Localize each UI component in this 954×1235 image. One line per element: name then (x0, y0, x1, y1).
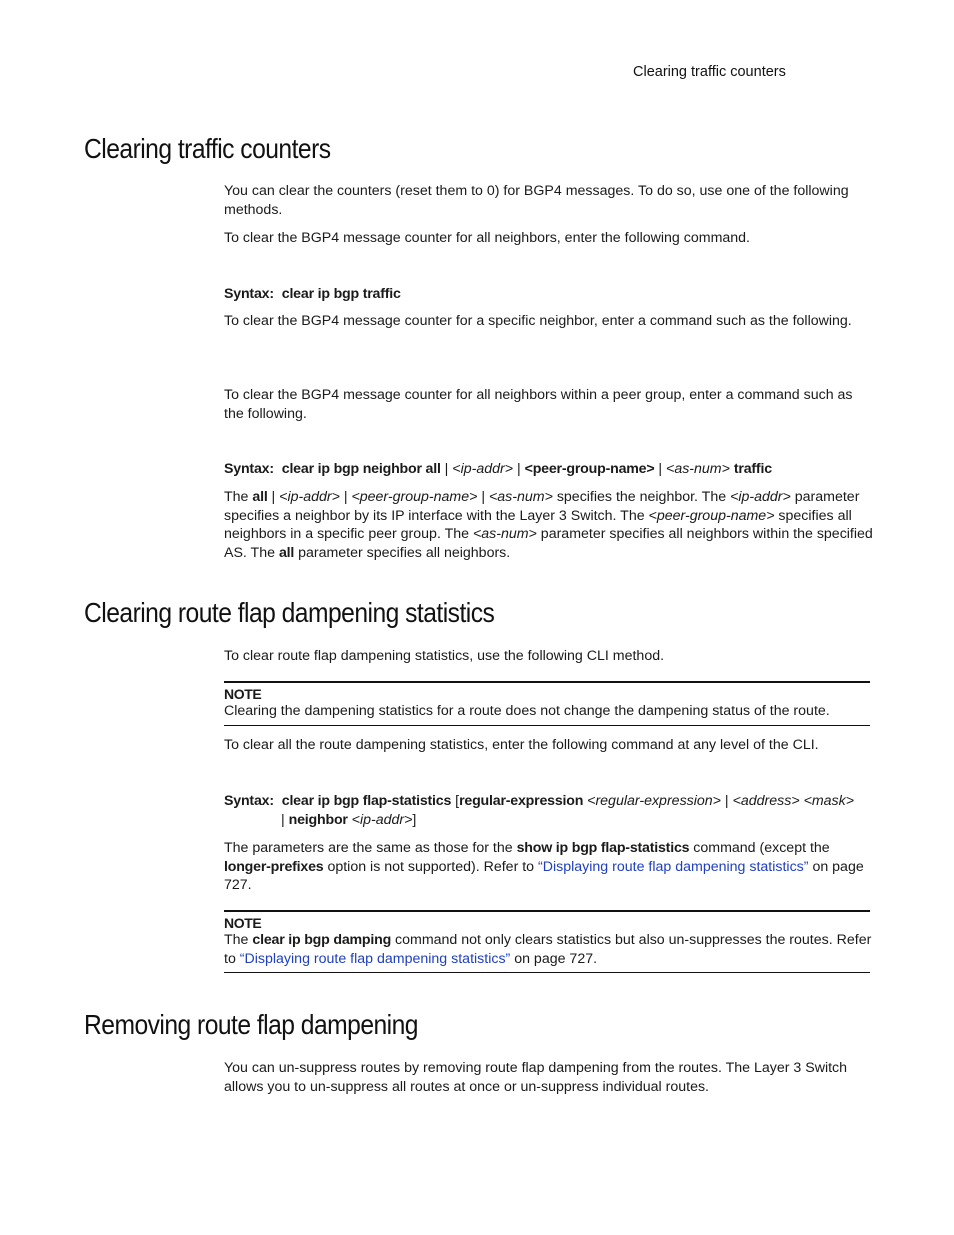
syntax-keyword: regular-expression (459, 793, 584, 809)
syntax-command: clear ip bgp neighbor all (281, 461, 441, 477)
paragraph (224, 839, 874, 895)
paragraph: To clear all the route dampening statistics, enter the following command at any level of the CLI. (224, 737, 819, 753)
text: specifies the neighbor. The (552, 489, 731, 505)
keyword: all (278, 544, 295, 561)
paragraph: To clear route flap dampening statistics, use the following CLI method. (224, 648, 665, 664)
note-top-rule (224, 910, 870, 912)
argument: <peer-group-name> (648, 507, 775, 524)
text: on page 727. (224, 858, 864, 894)
syntax-argument: <ip-addr> (452, 461, 514, 477)
syntax-keyword: traffic (733, 461, 772, 477)
text: | (339, 489, 352, 505)
paragraph (224, 488, 874, 562)
text: The parameters are the same as those for the (224, 840, 517, 856)
syntax-line (224, 460, 874, 479)
section-title-clearing-dampening-statistics: Clearing route flap dampening statistics (84, 597, 495, 628)
text: parameter specifies all neighbors. (294, 544, 511, 561)
paragraph: To clear the BGP4 message counter for all neighbors within a peer group, enter a command such as the following. (224, 387, 853, 422)
keyword: all (252, 489, 268, 505)
syntax-command: clear ip bgp traffic (281, 286, 401, 302)
section-title-clearing-traffic-counters: Clearing traffic counters (84, 133, 331, 164)
syntax-label: Syntax: (224, 461, 274, 477)
text: parameter specifies all neighbors within the specified AS. The (224, 526, 873, 561)
text: command not only clears statistics but also un-suppresses the routes. Refer to (224, 932, 872, 967)
argument: <peer-group-name> (351, 489, 478, 505)
text: The (224, 932, 253, 948)
paragraph: To clear the BGP4 message counter for a specific neighbor, enter a command such as the following. (224, 313, 852, 329)
keyword: clear ip bgp damping (252, 932, 392, 948)
argument: <ip-addr> (730, 489, 791, 505)
syntax-argument: <address> (732, 793, 800, 809)
syntax-separator: | (440, 461, 453, 477)
note-label-text: NOTE (224, 915, 262, 931)
syntax-bracket: [ (451, 793, 460, 809)
argument: <as-num> (472, 526, 537, 543)
syntax-keyword: neighbor (288, 811, 348, 828)
note-label-text: NOTE (224, 686, 262, 702)
syntax-label: Syntax: (224, 793, 274, 809)
text: parameter specifies a neighbor by its IP interface with the Layer 3 Switch. The (224, 489, 860, 524)
note-bottom-rule (224, 972, 870, 973)
text: | (267, 489, 280, 505)
syntax-argument: <ip-addr> (347, 811, 413, 828)
syntax-line (224, 285, 874, 304)
text: option is not supported). Refer to (323, 858, 539, 875)
text: command (except the (689, 840, 830, 856)
note-top-rule (224, 681, 870, 683)
running-header: Clearing traffic counters (633, 64, 786, 80)
syntax-line-1 (224, 792, 874, 811)
note-text (224, 931, 874, 968)
syntax-argument: <mask> (803, 793, 855, 809)
syntax-bracket: ] (412, 811, 417, 828)
syntax-argument: <as-num> (666, 461, 730, 477)
syntax-argument: <peer-group-name> (524, 461, 655, 477)
note-text: Clearing the dampening statistics for a route does not change the dampening status of the route. (224, 703, 830, 719)
argument: <as-num> (488, 489, 553, 505)
keyword: longer-prefixes (224, 858, 324, 875)
paragraph: You can un-suppress routes by removing route flap dampening from the routes. The Layer 3 Switch allows you to un-suppress all routes at once or un-suppress individual routes. (224, 1060, 848, 1095)
syntax-line-2 (224, 811, 874, 830)
syntax-separator: | (654, 461, 667, 477)
syntax-separator: | (720, 793, 733, 809)
syntax-label: Syntax: (224, 286, 274, 302)
syntax-argument: <regular-expression> (583, 793, 721, 809)
text: | (477, 489, 489, 505)
syntax-separator: | (281, 811, 289, 828)
text: on page 727. (510, 950, 598, 967)
note-bottom-rule (224, 725, 870, 726)
argument: <ip-addr> (279, 489, 340, 505)
section-title-removing-dampening: Removing route flap dampening (84, 1009, 418, 1040)
text: specifies all neighbors in a specific peer group. The (224, 507, 852, 543)
syntax-separator: | (513, 461, 525, 477)
paragraph: To clear the BGP4 message counter for all neighbors, enter the following command. (224, 230, 751, 246)
cross-reference-link[interactable]: “Displaying route flap dampening statistics” (538, 858, 809, 875)
text: The (224, 489, 253, 505)
keyword: show ip bgp flap-statistics (516, 840, 690, 856)
paragraph: You can clear the counters (reset them to 0) for BGP4 messages. To do so, use one of the following methods. (224, 183, 849, 218)
syntax-command: clear ip bgp flap-statistics (281, 793, 452, 809)
syntax-block (224, 792, 874, 829)
cross-reference-link[interactable]: “Displaying route flap dampening statistics” (239, 950, 511, 967)
